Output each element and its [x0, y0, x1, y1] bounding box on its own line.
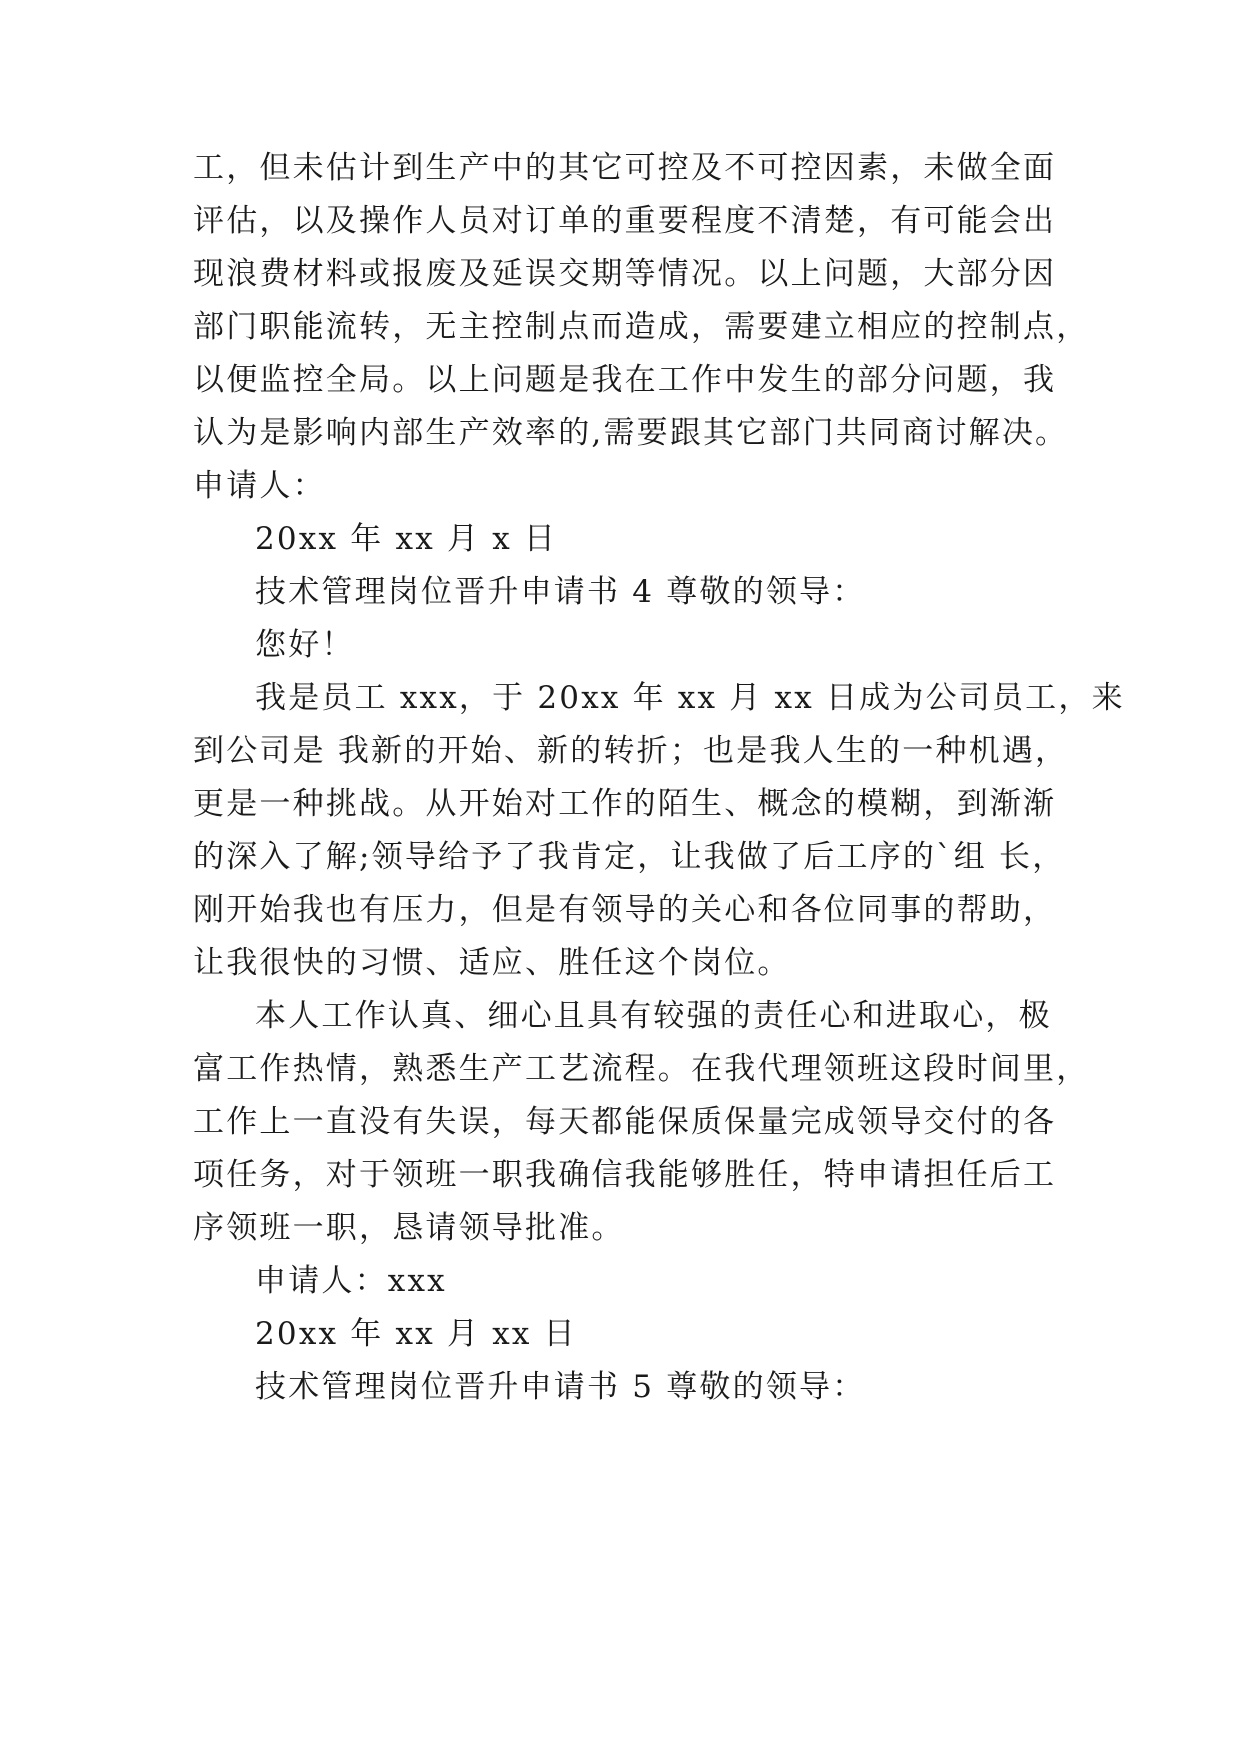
- text-line: 认为是影响内部生产效率的,需要跟其它部门共同商讨解决。: [193, 415, 1069, 451]
- text-line: 项任务，对于领班一职我确信我能够胜任，特申请担任后工: [193, 1157, 1057, 1193]
- text-line: 本人工作认真、细心且具有较强的责任心和进取心，极: [255, 998, 1052, 1034]
- text-line: 让我很快的习惯、适应、胜任这个岗位。: [193, 945, 791, 981]
- text-line: 工作上一直没有失误，每天都能保质保量完成领导交付的各: [193, 1104, 1057, 1140]
- text-line: 的深入了解;领导给予了我肯定，让我做了后工序的`组 长，: [193, 839, 1066, 875]
- section-heading: 技术管理岗位晋升申请书 5 尊敬的领导：: [255, 1369, 866, 1405]
- date-line: 20xx 年 xx 月 x 日: [255, 521, 558, 557]
- section-heading: 技术管理岗位晋升申请书 4 尊敬的领导：: [255, 574, 866, 610]
- text-line: 更是一种挑战。从开始对工作的陌生、概念的模糊，到渐渐: [193, 786, 1057, 822]
- text-line: 序领班一职，恳请领导批准。: [193, 1210, 625, 1246]
- text-line: 以便监控全局。以上问题是我在工作中发生的部分问题，我: [193, 362, 1057, 398]
- text-line: 现浪费材料或报废及延误交期等情况。以上问题，大部分因: [193, 256, 1057, 292]
- text-line: 到公司是 我新的开始、新的转折；也是我人生的一种机遇，: [193, 733, 1069, 769]
- text-line: 部门职能流转，无主控制点而造成，需要建立相应的控制点，: [193, 309, 1090, 345]
- text-line: 评估，以及操作人员对订单的重要程度不清楚，有可能会出: [193, 203, 1057, 239]
- text-line: 刚开始我也有压力，但是有领导的关心和各位同事的帮助，: [193, 892, 1057, 928]
- applicant-label: 申请人：: [193, 468, 326, 504]
- applicant-signature: 申请人：xxx: [255, 1263, 447, 1299]
- date-line: 20xx 年 xx 月 xx 日: [255, 1316, 577, 1352]
- text-line: 我是员工 xxx，于 20xx 年 xx 月 xx 日成为公司员工，来: [255, 680, 1125, 716]
- text-line: 工，但未估计到生产中的其它可控及不可控因素，未做全面: [193, 150, 1057, 186]
- text-line: 富工作热情，熟悉生产工艺流程。在我代理领班这段时间里，: [193, 1051, 1090, 1087]
- greeting: 您好！: [255, 627, 355, 663]
